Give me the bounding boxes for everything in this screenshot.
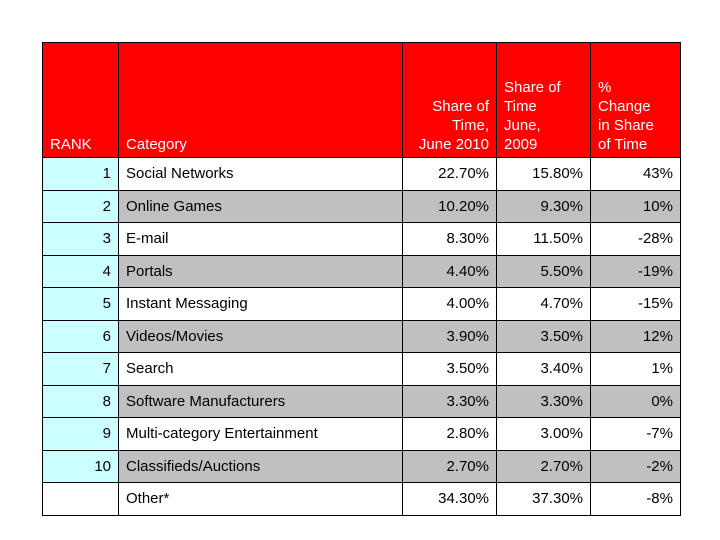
change-header-line: Change	[598, 98, 651, 115]
category-cell: Classifieds/Auctions	[119, 450, 403, 483]
category-cell: Portals	[119, 255, 403, 288]
category-cell: Software Manufacturers	[119, 385, 403, 418]
rank-cell	[43, 483, 119, 516]
rank-cell: 4	[43, 255, 119, 288]
category-cell: Instant Messaging	[119, 288, 403, 321]
category-cell: Search	[119, 353, 403, 386]
share-2010-cell: 2.80%	[403, 418, 497, 451]
share-2009-cell: 4.70%	[497, 288, 591, 321]
rank-cell: 2	[43, 190, 119, 223]
change-header-line: %	[598, 79, 612, 96]
category-cell: E-mail	[119, 223, 403, 256]
share-2009-cell: 9.30%	[497, 190, 591, 223]
share-2009-cell: 2.70%	[497, 450, 591, 483]
change-header-line: in Share	[598, 117, 654, 134]
change-cell: 0%	[591, 385, 681, 418]
change-cell: -7%	[591, 418, 681, 451]
share-2009-cell: 3.50%	[497, 320, 591, 353]
category-cell: Other*	[119, 483, 403, 516]
table-row	[43, 288, 681, 321]
share-2010-cell: 22.70%	[403, 158, 497, 191]
share-2010-header-line: Share of	[432, 98, 489, 115]
share-2010-cell: 34.30%	[403, 483, 497, 516]
change-cell: -8%	[591, 483, 681, 516]
share-2010-cell: 8.30%	[403, 223, 497, 256]
share-of-time-table	[42, 42, 681, 516]
rank-cell: 3	[43, 223, 119, 256]
change-cell: -28%	[591, 223, 681, 256]
change-cell: 10%	[591, 190, 681, 223]
share-2009-cell: 5.50%	[497, 255, 591, 288]
table-row	[43, 450, 681, 483]
change-cell: 1%	[591, 353, 681, 386]
share-2009-header-line: 2009	[504, 136, 538, 153]
share-2009-header-line: Share of	[504, 79, 561, 96]
table-row	[43, 190, 681, 223]
table-row-other	[43, 483, 681, 516]
share-2009-cell: 3.00%	[497, 418, 591, 451]
change-header-line: of Time	[598, 136, 648, 153]
table-row	[43, 158, 681, 191]
table-row	[43, 353, 681, 386]
category-column-header: Category	[119, 43, 403, 158]
category-cell: Multi-category Entertainment	[119, 418, 403, 451]
rank-cell: 8	[43, 385, 119, 418]
rank-cell: 5	[43, 288, 119, 321]
table-row	[43, 418, 681, 451]
share-2009-cell: 15.80%	[497, 158, 591, 191]
change-cell: -15%	[591, 288, 681, 321]
share-2010-cell: 3.30%	[403, 385, 497, 418]
table-header-row	[43, 43, 681, 158]
share-2010-cell: 2.70%	[403, 450, 497, 483]
share-2010-cell: 4.00%	[403, 288, 497, 321]
change-column-header	[591, 43, 681, 158]
table-row	[43, 223, 681, 256]
share-2009-header-line: Time	[504, 98, 537, 115]
share-2010-header-line: June 2010	[418, 136, 489, 153]
rank-column-header: RANK	[43, 43, 119, 158]
change-cell: 12%	[591, 320, 681, 353]
category-cell: Online Games	[119, 190, 403, 223]
rank-cell: 6	[43, 320, 119, 353]
share-2009-cell: 37.30%	[497, 483, 591, 516]
share-2009-cell: 3.30%	[497, 385, 591, 418]
share-2010-cell: 3.90%	[403, 320, 497, 353]
rank-cell: 9	[43, 418, 119, 451]
category-cell: Social Networks	[119, 158, 403, 191]
share-2009-cell: 3.40%	[497, 353, 591, 386]
share-2009-cell: 11.50%	[497, 223, 591, 256]
change-cell: -2%	[591, 450, 681, 483]
table-row	[43, 320, 681, 353]
rank-cell: 7	[43, 353, 119, 386]
share-2010-header-line: Time,	[452, 117, 489, 134]
share-2010-cell: 4.40%	[403, 255, 497, 288]
share-2010-cell: 10.20%	[403, 190, 497, 223]
rank-cell: 10	[43, 450, 119, 483]
table-row	[43, 385, 681, 418]
change-cell: -19%	[591, 255, 681, 288]
share-2010-column-header	[403, 43, 497, 158]
share-2009-header-line: June,	[504, 117, 541, 134]
rank-cell: 1	[43, 158, 119, 191]
category-cell: Videos/Movies	[119, 320, 403, 353]
table-row	[43, 255, 681, 288]
change-cell: 43%	[591, 158, 681, 191]
share-2009-column-header	[497, 43, 591, 158]
share-2010-cell: 3.50%	[403, 353, 497, 386]
